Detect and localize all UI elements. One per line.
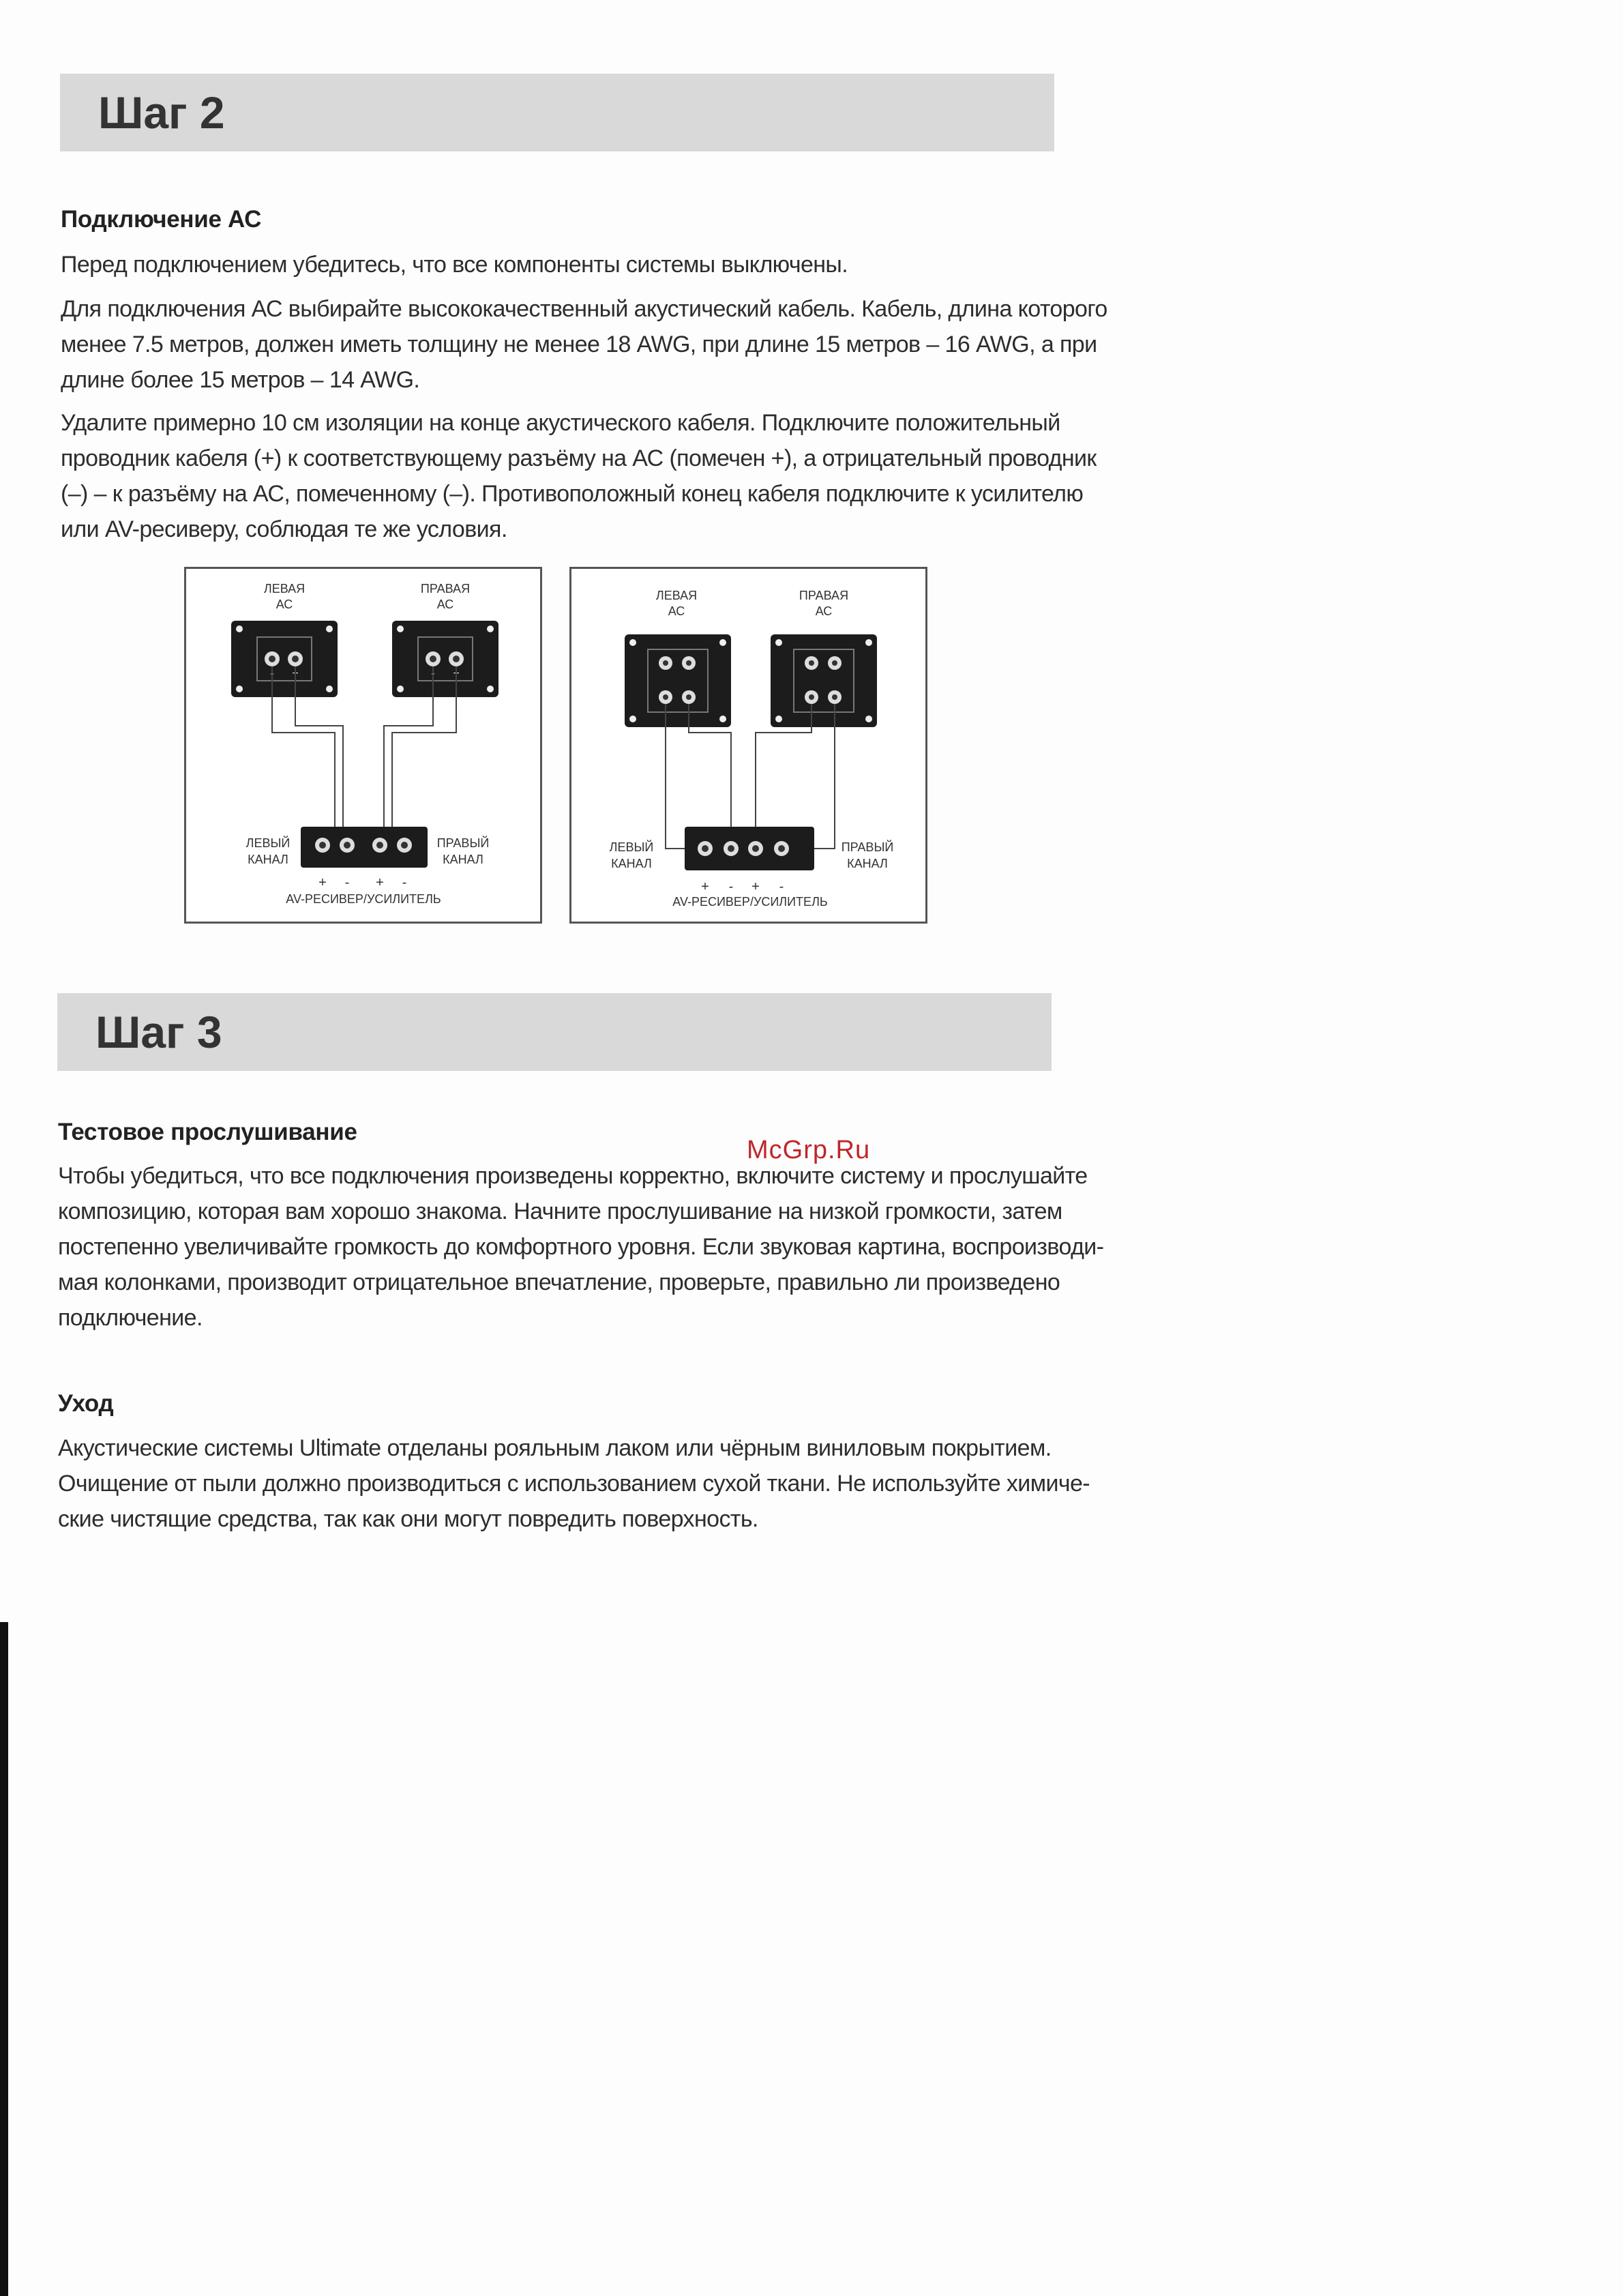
minus-label: - (344, 875, 350, 890)
paragraph-care (58, 1430, 1090, 1537)
text-line: мая колонками, производит отрицательное впечатление, проверьте, правильно ли произведено (58, 1269, 1060, 1295)
text-line: Чтобы убедиться, что все подключения произведены корректно, включите систему и прослушайте (58, 1163, 1088, 1189)
text-line: Удалите примерно 10 см изоляции на конце акустического кабеля. Подключите положительный (61, 410, 1060, 436)
scan-edge-bar (0, 1622, 8, 2296)
text-line: Для подключения АС выбирайте высококачественный акустический кабель. Кабель, длина которого (61, 296, 1107, 322)
left-speaker-label: АС (668, 604, 685, 618)
plus-label: + (453, 668, 460, 679)
left-speaker-label: ЛЕВАЯ (263, 582, 306, 595)
receiver-label: AV-РЕСИВЕР/УСИЛИТЕЛЬ (286, 892, 441, 906)
connection-heading: Подключение АС (61, 206, 262, 233)
minus-label: - (270, 668, 274, 679)
right-speaker-label: АС (815, 604, 833, 618)
right-channel-label: КАНАЛ (847, 857, 888, 870)
text-line: Акустические системы Ultimate отделаны рояльным лаком или чёрным виниловым покрытием. (58, 1435, 1052, 1461)
wiring-diagram-single (184, 567, 542, 924)
left-channel-label: КАНАЛ (611, 857, 652, 870)
right-speaker-label: АС (436, 598, 454, 611)
test-listening-heading: Тестовое прослушивание (58, 1119, 357, 1145)
minus-label: - (728, 879, 734, 894)
left-channel-label: КАНАЛ (248, 853, 288, 866)
receiver-terminal (685, 827, 814, 870)
plus-label: + (701, 879, 709, 894)
left-speaker-terminal (625, 634, 731, 727)
text-line: длине более 15 метров – 14 AWG. (61, 367, 420, 393)
care-heading: Уход (58, 1390, 114, 1417)
minus-label: - (402, 875, 407, 890)
paragraph-wiring (61, 405, 1097, 547)
minus-label: - (779, 879, 784, 894)
left-speaker-terminal (231, 621, 338, 697)
right-channel-label: ПРАВЫЙ (436, 836, 490, 850)
right-speaker-label: ПРАВАЯ (799, 589, 849, 602)
text-line: проводник кабеля (+) к соответствующему разъёму на АС (помечен +), а отрицательный проводник (61, 445, 1097, 471)
text-line: ские чистящие средства, так как они могут повредить поверхность. (58, 1506, 758, 1532)
left-speaker-label: АС (276, 598, 293, 611)
paragraph-power-off (61, 247, 1053, 282)
right-speaker-terminal (771, 634, 877, 727)
text-line: (–) – к разъёму на АС, помеченному (–). Противоположный конец кабеля подключите к усилителю (61, 481, 1084, 507)
left-speaker-label: ЛЕВАЯ (655, 589, 698, 602)
minus-label: - (431, 668, 435, 679)
text-line: Перед подключением убедитесь, что все компоненты системы выключены. (61, 252, 848, 278)
left-channel-label: ЛЕВЫЙ (609, 840, 654, 854)
right-speaker-label: ПРАВАЯ (420, 582, 471, 595)
step-3-title: Шаг 3 (95, 1007, 222, 1057)
watermark: McGrp.Ru (747, 1136, 871, 1164)
text-line: подключение. (58, 1305, 203, 1331)
plus-label: + (751, 879, 760, 894)
text-line: Очищение от пыли должно производиться с использованием сухой ткани. Не используйте химиче- (58, 1471, 1090, 1497)
step-2-title: Шаг 2 (98, 87, 225, 138)
text-line: композицию, которая вам хорошо знакома. Начните прослушивание на низкой громкости, затем (58, 1198, 1062, 1224)
left-channel-label: ЛЕВЫЙ (245, 836, 291, 850)
right-speaker-terminal (392, 621, 498, 697)
receiver-terminal (301, 827, 428, 868)
step-3-header (57, 993, 1052, 1071)
step-2-header (60, 74, 1054, 151)
plus-label: + (376, 875, 384, 890)
wiring-diagram-single-svg (186, 569, 540, 922)
plus-label: + (318, 875, 327, 890)
text-line: или AV-ресиверу, соблюдая те же условия. (61, 516, 507, 542)
wiring-diagram-biwire-svg (571, 569, 925, 922)
right-channel-label: ПРАВЫЙ (841, 840, 894, 854)
right-channel-label: КАНАЛ (443, 853, 483, 866)
text-line: менее 7.5 метров, должен иметь толщину не менее 18 AWG, при длине 15 метров – 16 AWG, а при (61, 332, 1097, 357)
paragraph-test-listening (58, 1158, 1104, 1336)
text-line: постепенно увеличивайте громкость до комфортного уровня. Если звуковая картина, воспроизводи- (58, 1234, 1104, 1260)
wiring-diagram-biwire (569, 567, 927, 924)
plus-label: + (292, 668, 299, 679)
receiver-label: AV-РЕСИВЕР/УСИЛИТЕЛЬ (672, 895, 828, 909)
paragraph-cable (61, 291, 1107, 398)
